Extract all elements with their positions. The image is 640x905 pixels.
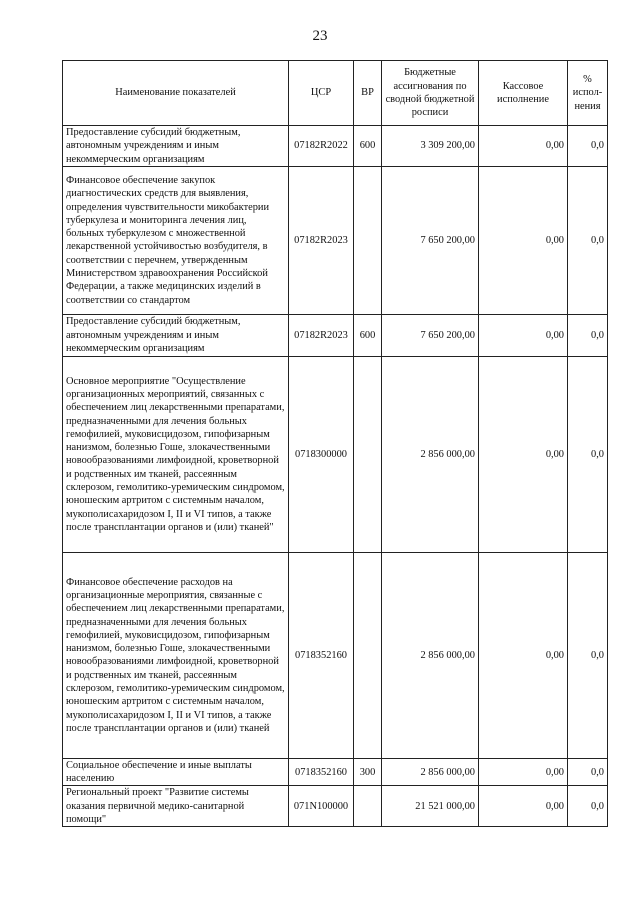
- row-vr: 300: [354, 758, 382, 786]
- row-csr: 0718300000: [289, 356, 354, 552]
- row-vr: [354, 552, 382, 758]
- row-cash: 0,00: [479, 356, 568, 552]
- row-budget: 2 856 000,00: [382, 356, 479, 552]
- row-csr: 0718352160: [289, 552, 354, 758]
- row-percent: 0,0: [568, 356, 608, 552]
- row-cash: 0,00: [479, 552, 568, 758]
- header-name: Наименование показателей: [63, 61, 289, 126]
- table-header-row: [63, 61, 608, 126]
- row-name: Основное мероприятие "Осуществление организационных мероприятий, связанных с обеспечением лиц лекарственными препаратами, предназначенными для лечения больных гемофилией, муковисцидозом, гипофизарным нанизмом, болезнью Гоше, злокачественными новообразованиями лимфоидной, кроветворной и родственных им тканей, рассеянным склерозом, гемолитико-уремическим синдромом, юношеским артритом с системным началом, мукополисахаридозом I, II и VI типов, а также после трансплантации органов и (или) тканей": [63, 356, 289, 552]
- row-percent: 0,0: [568, 758, 608, 786]
- table-row: [63, 356, 608, 552]
- row-budget: 21 521 000,00: [382, 786, 479, 827]
- row-name: Финансовое обеспечение закупок диагностических средств для выявления, определения чувствительности микобактерии туберкулеза и мониторинга лечения лиц, больных туберкулезом с множественной лекарственной устойчивостью возбудителя, в соответствии с перечнем, утвержденным Министерством здравоохранения Российской Федерации, а также медицинских изделий в соответствии со стандартом: [63, 166, 289, 314]
- row-budget: 3 309 200,00: [382, 126, 479, 167]
- budget-table: [62, 60, 608, 827]
- row-percent: 0,0: [568, 314, 608, 356]
- row-csr: 071N100000: [289, 786, 354, 827]
- header-cash: Кассовое исполнение: [479, 61, 568, 126]
- table-row: [63, 126, 608, 167]
- table-row: [63, 166, 608, 314]
- row-csr: 0718352160: [289, 758, 354, 786]
- table-row: [63, 314, 608, 356]
- row-vr: 600: [354, 126, 382, 167]
- row-vr: 600: [354, 314, 382, 356]
- row-percent: 0,0: [568, 786, 608, 827]
- row-cash: 0,00: [479, 166, 568, 314]
- row-csr: 07182R2023: [289, 166, 354, 314]
- row-percent: 0,0: [568, 166, 608, 314]
- row-csr: 07182R2022: [289, 126, 354, 167]
- row-cash: 0,00: [479, 126, 568, 167]
- row-vr: [354, 356, 382, 552]
- header-budget: Бюджетные ассигнования по сводной бюджетной росписи: [382, 61, 479, 126]
- row-budget: 2 856 000,00: [382, 552, 479, 758]
- row-percent: 0,0: [568, 552, 608, 758]
- page-number: 23: [312, 28, 328, 44]
- row-csr: 07182R2023: [289, 314, 354, 356]
- table-row: [63, 552, 608, 758]
- row-percent: 0,0: [568, 126, 608, 167]
- row-budget: 7 650 200,00: [382, 166, 479, 314]
- row-name: Социальное обеспечение и иные выплаты населению: [63, 758, 289, 786]
- row-cash: 0,00: [479, 786, 568, 827]
- table-row: [63, 758, 608, 786]
- header-vr: ВР: [354, 61, 382, 126]
- row-cash: 0,00: [479, 314, 568, 356]
- row-vr: [354, 786, 382, 827]
- header-csr: ЦСР: [289, 61, 354, 126]
- row-cash: 0,00: [479, 758, 568, 786]
- row-name: Предоставление субсидий бюджетным, автономным учреждениям и иным некоммерческим организациям: [63, 126, 289, 167]
- table-row: [63, 786, 608, 827]
- header-percent: % испол-нения: [568, 61, 608, 126]
- row-budget: 7 650 200,00: [382, 314, 479, 356]
- row-name: Предоставление субсидий бюджетным, автономным учреждениям и иным некоммерческим организациям: [63, 314, 289, 356]
- row-name: Региональный проект "Развитие системы оказания первичной медико-санитарной помощи": [63, 786, 289, 827]
- row-name: Финансовое обеспечение расходов на организационные мероприятия, связанные с обеспечением лиц лекарственными препаратами, предназначенными для лечения больных гемофилией, муковисцидозом, гипофизарным нанизмом, болезнью Гоше, злокачественными новообразованиями лимфоидной, кроветворной и родственных им тканей, рассеянным склерозом, гемолитико-уремическим синдромом, юношеским артритом с системным началом, мукополисахаридозом I, II и VI типов, а также после трансплантации органов и (или) тканей: [63, 552, 289, 758]
- row-budget: 2 856 000,00: [382, 758, 479, 786]
- row-vr: [354, 166, 382, 314]
